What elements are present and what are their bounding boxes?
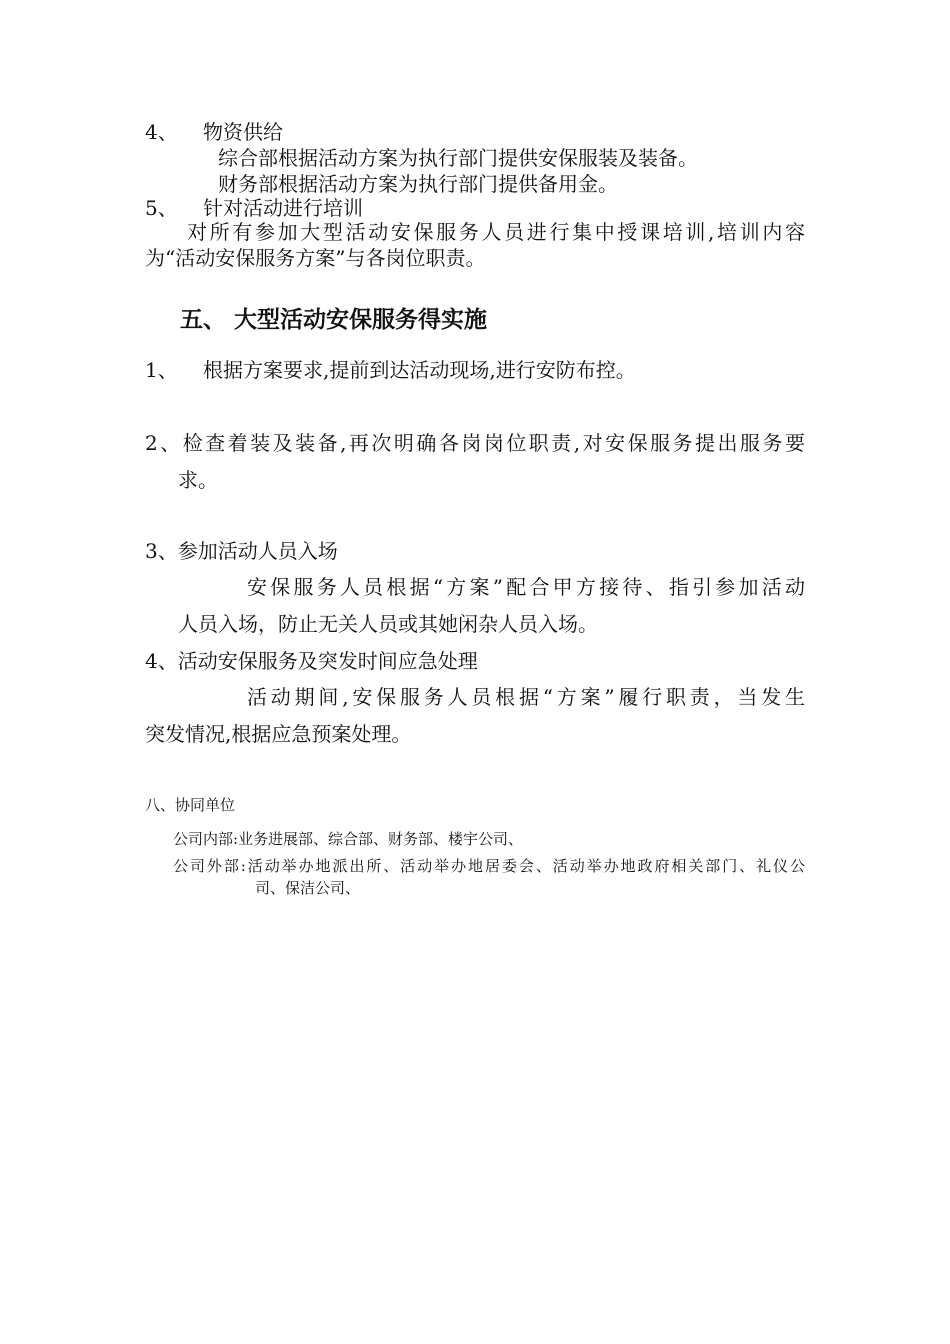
section-4-title: 物资供给 xyxy=(203,120,283,144)
section-4-line-1: 综合部根据活动方案为执行部门提供安保服装及装备。 xyxy=(218,146,698,170)
item-3-title: 3、参加活动人员入场 xyxy=(145,539,338,563)
item-1-text: 根据方案要求,提前到达活动现场,进行安防布控。 xyxy=(203,358,636,382)
section-4-heading xyxy=(145,119,283,145)
item-4-title: 4、活动安保服务及突发时间应急处理 xyxy=(145,649,478,673)
item-4-line-1: 活动期间,安保服务人员根据“方案”履行职责，当发生 xyxy=(247,685,805,709)
item-2-line-1: 2、检查着装及装备,再次明确各岗岗位职责,对安保服务提出服务要 xyxy=(145,431,805,455)
item-3-line-2: 人员入场，防止无关人员或其她闲杂人员入场。 xyxy=(178,612,598,636)
chapter-heading: 五、 大型活动安保服务得实施 xyxy=(180,306,488,333)
section-5-line-2: 为“活动安保服务方案”与各岗位职责。 xyxy=(145,246,486,270)
section-5-heading xyxy=(145,195,363,221)
section-8-internal: 公司内部:业务进展部、综合部、财务部、楼宇公司、 xyxy=(173,830,524,848)
section-5-line-1: 对所有参加大型活动安保服务人员进行集中授课培训,培训内容 xyxy=(187,220,805,244)
section-4-line-2: 财务部根据活动方案为执行部门提供备用金。 xyxy=(218,172,618,196)
item-1-number: 1、 xyxy=(145,358,178,382)
item-3-line-1: 安保服务人员根据“方案”配合甲方接待、指引参加活动 xyxy=(247,575,805,599)
section-5-title: 针对活动进行培训 xyxy=(203,196,363,220)
item-2-line-2: 求。 xyxy=(178,468,218,492)
section-8-title: 八、协同单位 xyxy=(145,796,236,814)
section-5-number: 5、 xyxy=(145,196,178,220)
item-4-line-2: 突发情况,根据应急预案处理。 xyxy=(145,722,412,746)
section-4-number: 4、 xyxy=(145,120,178,144)
item-1 xyxy=(145,357,636,383)
section-8-external-line-2: 司、保洁公司、 xyxy=(255,879,361,897)
section-8-external-line-1: 公司外部:活动举办地派出所、活动举办地居委会、活动举办地政府相关部门、礼仪公 xyxy=(173,857,805,875)
